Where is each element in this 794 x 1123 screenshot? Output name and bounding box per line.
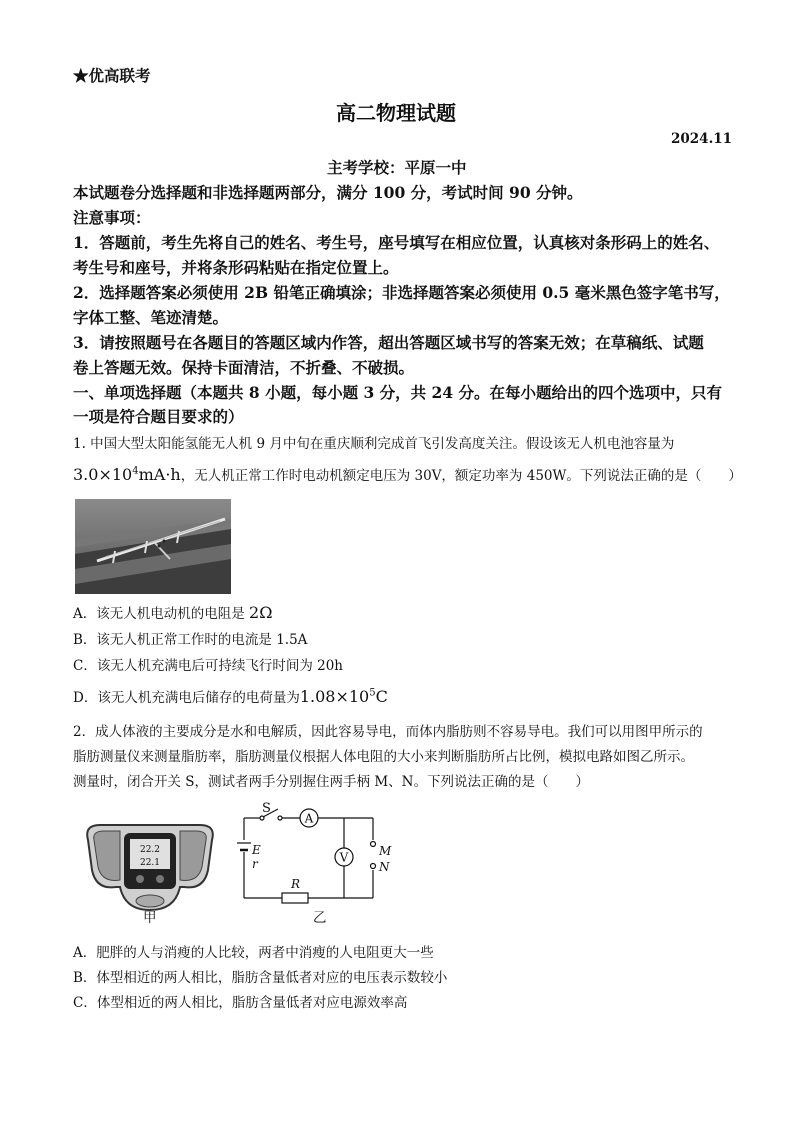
q1-capacity-mantissa: 3.0×10 [73, 465, 133, 484]
page-title: 高二物理试题 [336, 101, 456, 125]
host-school: 主考学校：平原一中 [327, 158, 467, 177]
q2-option-b[interactable]: B．体型相近的两人相比，脂肪含量低者对应的电压表示数较小 [73, 970, 448, 986]
q1-stem-rest: ，无人机正常工作时电动机额定电压为 30V，额定功率为 450W。下列说法正确的是（ ） [180, 468, 742, 484]
terminal-m-label: M [379, 844, 392, 858]
circuit-drawing [236, 800, 396, 920]
q2-option-a[interactable]: A．肥胖的人与消瘦的人比较，两者中消瘦的人电阻更大一些 [73, 945, 434, 961]
switch-label: S [262, 801, 271, 816]
notice-title: 注意事项： [73, 208, 151, 227]
q1-option-d-math [300, 687, 388, 706]
voltmeter-symbol: V [339, 850, 349, 865]
q2-stem: 测量时，闭合开关 S，测试者两手分别握住两手柄 M、N。下列说法正确的是（ ） [73, 774, 589, 790]
device-reading-2: 22.1 [139, 858, 161, 868]
q1-option-a-math: 2Ω [249, 603, 273, 622]
q1-capacity-exp: 4 [132, 465, 139, 477]
q2-option-c[interactable]: C．体型相近的两人相比，脂肪含量低者对应电源效率高 [73, 995, 408, 1011]
q1-option-d-text: D．该无人机充满电后储存的电荷量为 [73, 690, 300, 706]
section-heading: 一、单项选择题（本题共 8 小题，每小题 3 分，共 24 分。在每小题给出的四个选项中，只有 [73, 383, 723, 402]
internal-resistance-label: r [252, 857, 258, 871]
notice-line: 字体工整、笔迹清楚。 [73, 308, 229, 327]
drone-photo [75, 499, 231, 594]
notice-line: 3．请按照题号在各题目的答题区域内作答，超出答题区域书写的答案无效；在草稿纸、试题 [73, 333, 704, 352]
q1-option-a[interactable] [73, 602, 273, 622]
exam-date: 2024.11 [671, 131, 733, 147]
intro-line: 本试题卷分选择题和非选择题两部分，满分 100 分，考试时间 90 分钟。 [73, 183, 583, 202]
resistor-label: R [291, 877, 301, 891]
q2-stem: 2．成人体液的主要成分是水和电解质，因此容易导电，而体内脂肪则不容易导电。我们可以用图甲所示的 [73, 724, 703, 740]
emf-label: E [252, 843, 261, 857]
section-heading: 一项是符合题目要求的） [73, 407, 244, 426]
notice-line: 卷上答题无效。保持卡面清洁，不折叠、不破损。 [73, 358, 415, 377]
q1-stem: 1. 中国大型太阳能氢能无人机 9 月中旬在重庆顺利完成首飞引发高度关注。假设该无人机电池容量为 [73, 436, 675, 452]
q1-option-c[interactable]: C．该无人机充满电后可持续飞行时间为 20h [73, 658, 343, 674]
q1-capacity [73, 465, 181, 484]
device-reading-1: 22.2 [139, 845, 161, 855]
exam-tag: ★优高联考 [73, 66, 151, 85]
q1-option-d[interactable] [73, 686, 388, 706]
q1-capacity-unit: mA·h [138, 465, 181, 484]
notice-line: 2．选择题答案必须使用 2B 铅笔正确填涂；非选择题答案必须使用 0.5 毫米黑色签字笔书写， [73, 283, 730, 302]
q1-option-b[interactable]: B．该无人机正常工作时的电流是 1.5A [73, 632, 308, 648]
figure-label-jia: 甲 [143, 910, 157, 926]
ammeter-symbol: A [304, 811, 314, 826]
q1-option-d-mantissa: 1.08×10 [299, 687, 370, 706]
circuit-diagram [236, 800, 396, 920]
terminal-n-label: N [379, 860, 390, 874]
q1-option-d-unit: C [375, 687, 388, 706]
q1-option-d-exp: 5 [369, 687, 376, 699]
q2-stem: 脂肪测量仪来测量脂肪率，脂肪测量仪根据人体电阻的大小来判断脂肪所占比例，模拟电路如图乙所示。 [73, 749, 694, 765]
q1-stem-line2 [73, 464, 742, 484]
notice-line: 1．答题前，考生先将自己的姓名、考生号，座号填写在相应位置，认真核对条形码上的姓名、 [73, 233, 720, 252]
q1-option-a-text: A．该无人机电动机的电阻是 [73, 606, 250, 622]
notice-line: 考生号和座号，并将条形码粘贴在指定位置上。 [73, 258, 399, 277]
figure-label-yi: 乙 [313, 910, 327, 926]
